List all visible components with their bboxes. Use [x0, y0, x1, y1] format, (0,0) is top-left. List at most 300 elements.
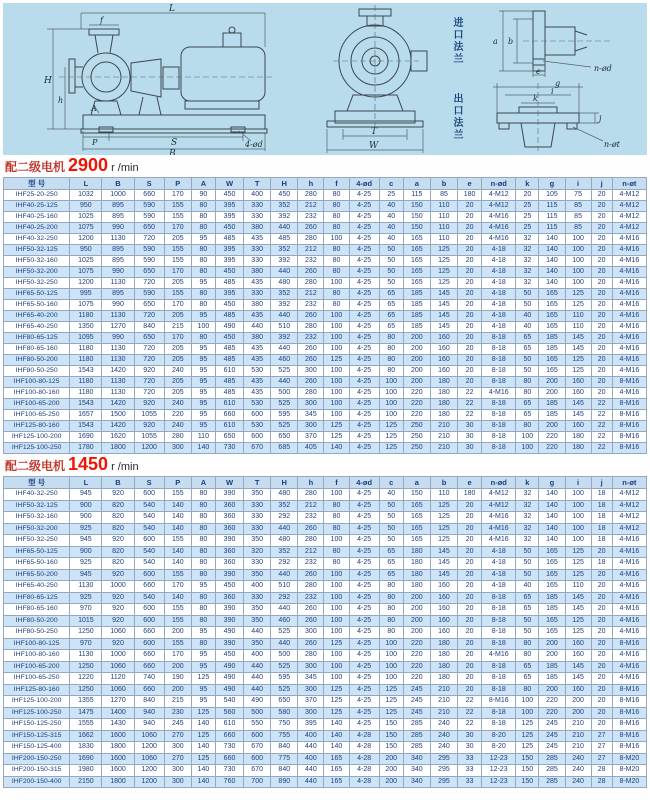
value-cell: 250: [403, 421, 430, 432]
value-cell: 540: [134, 512, 164, 524]
value-cell: 18: [591, 535, 612, 547]
value-cell: 40: [516, 581, 539, 593]
model-cell: IHF200-150-400: [4, 776, 70, 788]
table-row: [4, 443, 647, 454]
inlet-flange-title: 进口法兰: [451, 17, 462, 65]
table-row: [4, 267, 647, 278]
value-cell: 840: [271, 742, 298, 754]
value-cell: 380: [244, 223, 271, 234]
value-cell: 1620: [102, 432, 134, 443]
table-row: [4, 500, 647, 512]
value-cell: 155: [164, 615, 191, 627]
value-cell: 50: [516, 355, 539, 366]
value-cell: 75: [565, 190, 591, 201]
value-cell: 4-25: [349, 410, 379, 421]
value-cell: 20: [591, 223, 612, 234]
value-cell: 8-M20: [612, 753, 646, 765]
value-cell: 4-25: [349, 388, 379, 399]
value-cell: 8-18: [482, 592, 516, 604]
value-cell: 210: [430, 696, 457, 708]
value-cell: 80: [191, 615, 215, 627]
value-cell: 20: [458, 650, 482, 662]
speed-value: 1450: [68, 454, 109, 474]
column-header: e: [458, 178, 482, 190]
value-cell: 50: [516, 569, 539, 581]
value-cell: 165: [539, 355, 565, 366]
value-cell: 4-M16: [612, 546, 646, 558]
value-cell: 200: [539, 388, 565, 399]
value-cell: 140: [191, 443, 215, 454]
value-cell: 220: [539, 432, 565, 443]
value-cell: 245: [539, 719, 565, 731]
value-cell: 180: [430, 661, 457, 673]
value-cell: 540: [134, 523, 164, 535]
value-cell: 820: [102, 500, 134, 512]
value-cell: 590: [134, 212, 164, 223]
value-cell: 390: [215, 615, 243, 627]
value-cell: 140: [324, 730, 349, 742]
value-cell: 180: [430, 388, 457, 399]
value-cell: 300: [164, 742, 191, 754]
value-cell: 140: [539, 535, 565, 547]
value-cell: 125: [565, 558, 591, 570]
value-cell: 330: [244, 212, 271, 223]
value-cell: 610: [215, 399, 243, 410]
value-cell: 950: [70, 245, 102, 256]
value-cell: 100: [324, 410, 349, 421]
value-cell: 390: [215, 638, 243, 650]
value-cell: 100: [324, 673, 349, 685]
value-cell: 450: [215, 650, 243, 662]
value-cell: 1690: [70, 753, 102, 765]
value-cell: 180: [565, 432, 591, 443]
table-row: [4, 366, 647, 377]
value-cell: 1830: [70, 742, 102, 754]
value-cell: 215: [164, 696, 191, 708]
value-cell: 155: [164, 212, 191, 223]
value-cell: 360: [215, 592, 243, 604]
model-cell: IHF125-100-200: [4, 432, 70, 443]
value-cell: 370: [298, 696, 324, 708]
value-cell: 440: [244, 684, 271, 696]
value-cell: 65: [379, 311, 403, 322]
value-cell: 100: [324, 234, 349, 245]
value-cell: 950: [70, 201, 102, 212]
value-cell: 80: [324, 500, 349, 512]
value-cell: 100: [565, 245, 591, 256]
value-cell: 200: [539, 684, 565, 696]
value-cell: 450: [215, 300, 243, 311]
column-header: H: [271, 178, 298, 190]
column-header-model: 型 号: [4, 178, 70, 190]
value-cell: 165: [539, 581, 565, 593]
value-cell: 100: [516, 443, 539, 454]
value-cell: 200: [379, 776, 403, 788]
value-cell: 990: [102, 333, 134, 344]
value-cell: 20: [591, 673, 612, 685]
value-cell: 4-25: [349, 707, 379, 719]
model-cell: IHF40-32-250: [4, 234, 70, 245]
value-cell: 200: [539, 377, 565, 388]
value-cell: 115: [539, 201, 565, 212]
value-cell: 4-25: [349, 344, 379, 355]
value-cell: 1130: [70, 581, 102, 593]
value-cell: 480: [271, 535, 298, 547]
value-cell: 140: [539, 512, 565, 524]
value-cell: 200: [403, 366, 430, 377]
value-cell: 8-M16: [612, 696, 646, 708]
value-cell: 525: [271, 421, 298, 432]
value-cell: 100: [565, 512, 591, 524]
value-cell: 360: [215, 558, 243, 570]
value-cell: 4-M16: [482, 512, 516, 524]
value-cell: 20: [458, 355, 482, 366]
value-cell: 292: [271, 512, 298, 524]
value-cell: 232: [298, 333, 324, 344]
value-cell: 170: [164, 581, 191, 593]
value-cell: 50: [379, 512, 403, 524]
value-cell: 720: [134, 234, 164, 245]
value-cell: 485: [215, 234, 243, 245]
value-cell: 95: [191, 696, 215, 708]
value-cell: 220: [403, 661, 430, 673]
value-cell: 125: [379, 432, 403, 443]
value-cell: 150: [403, 223, 430, 234]
value-cell: 1355: [70, 696, 102, 708]
value-cell: 4-M16: [612, 673, 646, 685]
value-cell: 140: [539, 245, 565, 256]
value-cell: 100: [324, 489, 349, 501]
table-row: [4, 212, 647, 223]
value-cell: 80: [191, 592, 215, 604]
value-cell: 485: [215, 278, 243, 289]
dim-label-g: g: [555, 79, 561, 88]
model-cell: IHF50-32-200: [4, 267, 70, 278]
value-cell: 1350: [70, 322, 102, 333]
value-cell: 125: [430, 500, 457, 512]
speed-value: 2900: [68, 155, 109, 175]
value-cell: 232: [298, 300, 324, 311]
value-cell: 180: [458, 190, 482, 201]
value-cell: 4-25: [349, 569, 379, 581]
value-cell: 25: [516, 201, 539, 212]
value-cell: 900: [70, 500, 102, 512]
value-cell: 4-M12: [482, 489, 516, 501]
value-cell: 165: [403, 245, 430, 256]
value-cell: 400: [298, 730, 324, 742]
value-cell: 360: [215, 512, 243, 524]
model-cell: IHF50-32-200: [4, 523, 70, 535]
value-cell: 145: [430, 546, 457, 558]
value-cell: 200: [403, 615, 430, 627]
value-cell: 820: [102, 546, 134, 558]
value-cell: 185: [539, 399, 565, 410]
value-cell: 160: [565, 421, 591, 432]
column-header: W: [215, 477, 243, 489]
value-cell: 155: [164, 245, 191, 256]
value-cell: 350: [244, 638, 271, 650]
value-cell: 660: [134, 627, 164, 639]
value-cell: 500: [271, 388, 298, 399]
column-header: A: [191, 178, 215, 190]
value-cell: 4-25: [349, 421, 379, 432]
value-cell: 1180: [70, 388, 102, 399]
value-cell: 245: [403, 707, 430, 719]
value-cell: 8-18: [482, 366, 516, 377]
value-cell: 1130: [102, 377, 134, 388]
value-cell: 920: [102, 604, 134, 616]
value-cell: 40: [516, 311, 539, 322]
value-cell: 145: [430, 558, 457, 570]
model-cell: IHF200-150-250: [4, 753, 70, 765]
value-cell: 80: [191, 267, 215, 278]
value-cell: 110: [430, 489, 457, 501]
value-cell: 65: [379, 558, 403, 570]
value-cell: 125: [565, 569, 591, 581]
value-cell: 480: [271, 278, 298, 289]
value-cell: 360: [215, 523, 243, 535]
value-cell: 25: [516, 212, 539, 223]
value-cell: 125: [379, 421, 403, 432]
model-cell: IHF80-50-250: [4, 366, 70, 377]
value-cell: 232: [298, 512, 324, 524]
value-cell: 220: [539, 696, 565, 708]
value-cell: 490: [215, 661, 243, 673]
value-cell: 4-25: [349, 289, 379, 300]
value-cell: 100: [565, 523, 591, 535]
value-cell: 280: [164, 432, 191, 443]
value-cell: 480: [271, 489, 298, 501]
value-cell: 8-18: [482, 443, 516, 454]
table-row: [4, 377, 647, 388]
value-cell: 610: [215, 719, 243, 731]
value-cell: 33: [458, 765, 482, 777]
value-cell: 80: [191, 223, 215, 234]
value-cell: 155: [164, 535, 191, 547]
value-cell: 245: [403, 696, 430, 708]
value-cell: 260: [298, 615, 324, 627]
value-cell: 212: [298, 546, 324, 558]
value-cell: 4-18: [482, 256, 516, 267]
value-cell: 125: [324, 421, 349, 432]
value-cell: 100: [324, 604, 349, 616]
value-cell: 1055: [134, 410, 164, 421]
value-cell: 4-25: [349, 523, 379, 535]
value-cell: 160: [430, 344, 457, 355]
value-cell: 20: [516, 190, 539, 201]
value-cell: 205: [164, 278, 191, 289]
value-cell: 100: [565, 535, 591, 547]
value-cell: 240: [565, 765, 591, 777]
value-cell: 50: [516, 289, 539, 300]
value-cell: 920: [102, 615, 134, 627]
column-header: B: [102, 477, 134, 489]
value-cell: 30: [458, 742, 482, 754]
value-cell: 200: [164, 627, 191, 639]
value-cell: 125: [565, 289, 591, 300]
value-cell: 650: [271, 696, 298, 708]
value-cell: 95: [191, 410, 215, 421]
value-cell: 100: [191, 322, 215, 333]
model-cell: IHF80-50-250: [4, 627, 70, 639]
value-cell: 80: [191, 512, 215, 524]
value-cell: 4-M16: [612, 615, 646, 627]
value-cell: 895: [102, 289, 134, 300]
value-cell: 1025: [70, 256, 102, 267]
value-cell: 145: [565, 673, 591, 685]
table-row: [4, 355, 647, 366]
value-cell: 100: [324, 388, 349, 399]
value-cell: 4-25: [349, 638, 379, 650]
table-row: [4, 615, 647, 627]
value-cell: 2150: [70, 776, 102, 788]
table-row: [4, 300, 647, 311]
model-cell: IHF50-32-125: [4, 245, 70, 256]
value-cell: 155: [164, 638, 191, 650]
value-cell: 50: [379, 500, 403, 512]
value-cell: 155: [164, 604, 191, 616]
value-cell: 4-M12: [612, 212, 646, 223]
value-cell: 125: [516, 730, 539, 742]
value-cell: 12-23: [482, 753, 516, 765]
value-cell: 20: [458, 638, 482, 650]
value-cell: 280: [298, 581, 324, 593]
value-cell: 610: [215, 366, 243, 377]
value-cell: 990: [102, 223, 134, 234]
value-cell: 260: [298, 523, 324, 535]
value-cell: 30: [458, 443, 482, 454]
motor-config-label: 配二级电机: [5, 459, 66, 473]
value-cell: 560: [215, 707, 243, 719]
value-cell: 80: [379, 592, 403, 604]
column-header: k: [516, 178, 539, 190]
table-row: [4, 730, 647, 742]
value-cell: 525: [271, 399, 298, 410]
value-cell: 165: [324, 765, 349, 777]
value-cell: 720: [134, 311, 164, 322]
column-header: 4-ød: [349, 477, 379, 489]
value-cell: 330: [244, 592, 271, 604]
value-cell: 50: [516, 546, 539, 558]
value-cell: 525: [271, 661, 298, 673]
model-cell: IHF125-100-250: [4, 707, 70, 719]
model-cell: IHF40-32-250: [4, 489, 70, 501]
value-cell: 1800: [102, 776, 134, 788]
value-cell: 4-M12: [612, 489, 646, 501]
value-cell: 180: [403, 569, 430, 581]
value-cell: 8-18: [482, 627, 516, 639]
column-header: g: [539, 477, 565, 489]
value-cell: 140: [324, 443, 349, 454]
value-cell: 20: [458, 256, 482, 267]
value-cell: 95: [191, 234, 215, 245]
column-header: 4-ød: [349, 178, 379, 190]
value-cell: 440: [298, 742, 324, 754]
value-cell: 380: [244, 267, 271, 278]
value-cell: 125: [191, 730, 215, 742]
value-cell: 145: [565, 661, 591, 673]
value-cell: 100: [324, 322, 349, 333]
table-row: [4, 489, 647, 501]
value-cell: 600: [244, 432, 271, 443]
value-cell: 4-M16: [482, 523, 516, 535]
value-cell: 232: [298, 592, 324, 604]
value-cell: 4-M16: [612, 592, 646, 604]
value-cell: 140: [539, 523, 565, 535]
value-cell: 8-18: [482, 673, 516, 685]
dim-label-A: A: [91, 104, 97, 113]
column-header: n-øt: [612, 178, 646, 190]
value-cell: 500: [271, 650, 298, 662]
value-cell: 4-25: [349, 377, 379, 388]
value-cell: 4-M16: [612, 289, 646, 300]
value-cell: 165: [403, 267, 430, 278]
value-cell: 450: [215, 190, 243, 201]
value-cell: 32: [516, 267, 539, 278]
value-cell: 145: [565, 344, 591, 355]
value-cell: 20: [458, 500, 482, 512]
value-cell: 260: [298, 638, 324, 650]
value-cell: 22: [591, 432, 612, 443]
value-cell: 80: [516, 421, 539, 432]
table-row: [4, 765, 647, 777]
value-cell: 925: [70, 592, 102, 604]
value-cell: 80: [324, 546, 349, 558]
table-row: [4, 776, 647, 788]
value-cell: 185: [539, 333, 565, 344]
model-cell: IHF100-80-125: [4, 638, 70, 650]
value-cell: 8-18: [482, 661, 516, 673]
value-cell: 4-M16: [482, 212, 516, 223]
value-cell: 490: [215, 627, 243, 639]
value-cell: 230: [164, 707, 191, 719]
value-cell: 20: [458, 535, 482, 547]
value-cell: 4-25: [349, 190, 379, 201]
table-row: [4, 696, 647, 708]
column-header: H: [271, 477, 298, 489]
value-cell: 510: [271, 322, 298, 333]
value-cell: 280: [298, 650, 324, 662]
value-cell: 245: [403, 684, 430, 696]
value-cell: 4-18: [482, 311, 516, 322]
value-cell: 650: [134, 333, 164, 344]
value-cell: 232: [298, 558, 324, 570]
value-cell: 4-M12: [482, 201, 516, 212]
value-cell: 20: [458, 245, 482, 256]
value-cell: 895: [102, 256, 134, 267]
value-cell: 200: [565, 696, 591, 708]
model-cell: IHF50-32-125: [4, 500, 70, 512]
value-cell: 8-M16: [612, 443, 646, 454]
model-cell: IHF100-80-160: [4, 650, 70, 662]
table-row: [4, 256, 647, 267]
value-cell: 670: [244, 742, 271, 754]
value-cell: 660: [215, 730, 243, 742]
value-cell: 125: [324, 684, 349, 696]
pump-side-view-drawing: [3, 3, 315, 155]
value-cell: 165: [403, 234, 430, 245]
value-cell: 100: [516, 707, 539, 719]
value-cell: 140: [324, 742, 349, 754]
value-cell: 80: [379, 581, 403, 593]
value-cell: 4-25: [349, 684, 379, 696]
value-cell: 20: [458, 546, 482, 558]
value-cell: 670: [244, 443, 271, 454]
model-cell: IHF65-40-250: [4, 581, 70, 593]
value-cell: 50: [516, 627, 539, 639]
value-cell: 945: [70, 489, 102, 501]
value-cell: 530: [244, 399, 271, 410]
